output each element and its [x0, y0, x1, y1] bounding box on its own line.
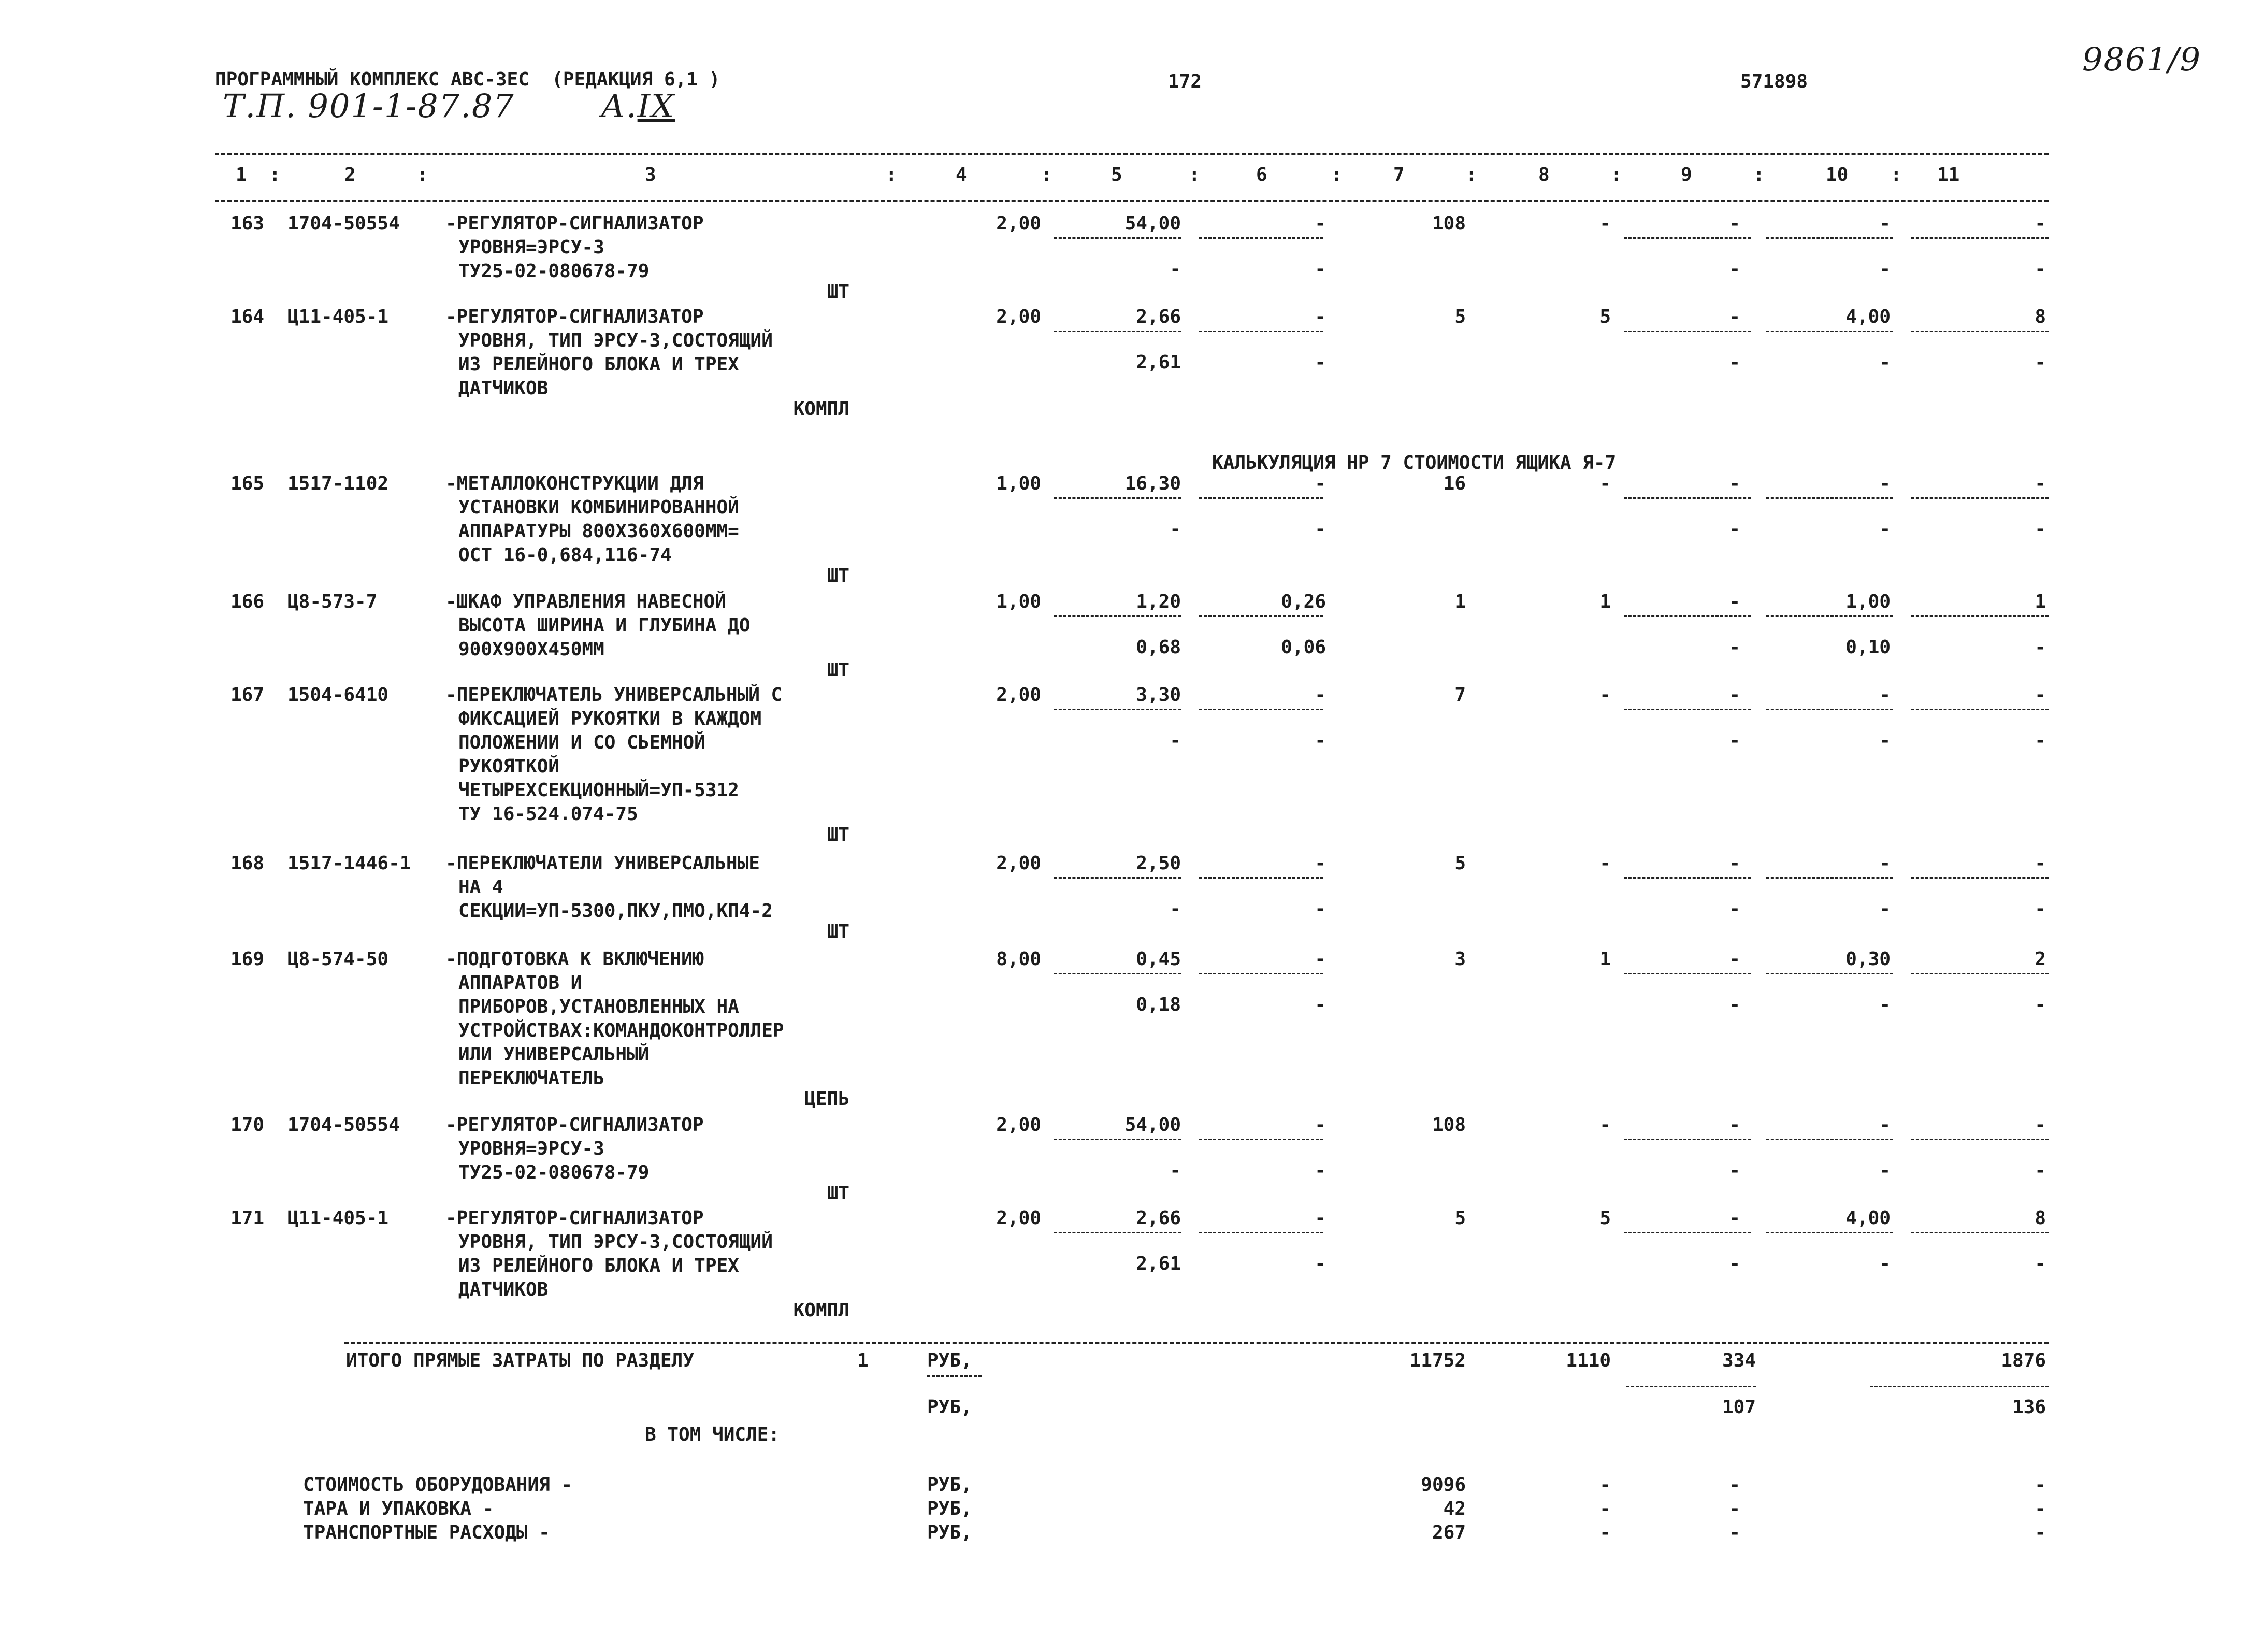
row-value-rule — [1911, 973, 2049, 974]
row-description-line: -РЕГУЛЯТОР-СИГНАЛИЗАТОР — [445, 306, 704, 327]
row-col8: - — [1599, 1114, 1611, 1136]
breakdown-unit: РУБ, — [927, 1522, 972, 1543]
row-value-rule — [1054, 1232, 1181, 1233]
row-value-rule — [1054, 237, 1181, 239]
row-col8: - — [1599, 684, 1611, 706]
program-header: ПРОГРАММНЫЙ КОМПЛЕКС АВС-3ЕС (РЕДАКЦИЯ 6,1 ) — [215, 69, 720, 90]
breakdown-col11: - — [2035, 1522, 2046, 1543]
totals-col11: 1876 — [2001, 1350, 2046, 1371]
row-col7: 16 — [1443, 473, 1466, 494]
row-description-line: -ПОДГОТОВКА К ВКЛЮЧЕНИЮ — [445, 949, 704, 970]
row-value-rule — [1766, 331, 1893, 332]
row-col8: 5 — [1599, 306, 1611, 327]
breakdown-col7: 267 — [1432, 1522, 1466, 1543]
row-col6-b: - — [1315, 352, 1326, 373]
row-col11-b: - — [2035, 994, 2046, 1015]
row-value-rule — [1199, 1232, 1323, 1233]
row-description-line: -МЕТАЛЛОКОНСТРУКЦИИ ДЛЯ — [445, 473, 704, 494]
row-value-rule — [1624, 973, 1751, 974]
row-col11-b: - — [2035, 1160, 2046, 1181]
row-col5: 2,66 — [1136, 1208, 1181, 1229]
row-col9-b: - — [1729, 1253, 1740, 1274]
row-unit: КОМПЛ — [793, 1300, 849, 1321]
row-col6: - — [1315, 213, 1326, 234]
totals-col11-rule — [1870, 1386, 2049, 1387]
row-col6: - — [1315, 684, 1326, 706]
column-separator: : — [1331, 164, 1343, 185]
row-col6-b: - — [1315, 994, 1326, 1015]
row-value-rule — [1054, 497, 1181, 499]
totals-col11-b: 136 — [2012, 1397, 2046, 1418]
row-number: 168 — [230, 853, 265, 874]
row-col10-b: - — [1879, 258, 1891, 280]
row-description-line: УСТРОЙСТВАХ:КОМАНДОКОНТРОЛЛЕР — [458, 1020, 784, 1041]
row-col6: 0,26 — [1281, 591, 1326, 612]
row-col11-b: - — [2035, 352, 2046, 373]
row-col5: 54,00 — [1124, 213, 1181, 234]
row-value-rule — [1911, 615, 2049, 617]
row-col9-b: - — [1729, 898, 1740, 920]
row-quantity: 2,00 — [996, 684, 1041, 706]
row-col8: - — [1599, 853, 1611, 874]
column-number-2: 2 — [344, 164, 356, 185]
row-unit: ЦЕПЬ — [804, 1088, 849, 1110]
row-col9-b: - — [1729, 994, 1740, 1015]
row-col5-b: - — [1170, 519, 1181, 540]
row-col9-b: - — [1729, 637, 1740, 658]
breakdown-col9: - — [1729, 1474, 1740, 1496]
row-col9: - — [1729, 1114, 1740, 1136]
breakdown-label: ТАРА И УПАКОВКА - — [303, 1498, 494, 1519]
totals-col9-b: 107 — [1722, 1397, 1756, 1418]
row-col11-b: - — [2035, 258, 2046, 280]
row-value-rule — [1766, 497, 1893, 499]
row-value-rule — [1054, 877, 1181, 879]
row-description-line: ОСТ 16-0,684,116-74 — [458, 544, 672, 566]
row-col7: 5 — [1454, 1208, 1466, 1229]
row-col5-b: - — [1170, 730, 1181, 751]
row-value-rule — [1199, 1139, 1323, 1140]
album-roman: IX — [637, 87, 675, 125]
row-quantity: 2,00 — [996, 1208, 1041, 1229]
row-col11-b: - — [2035, 519, 2046, 540]
row-col10-b: - — [1879, 898, 1891, 920]
row-code: Ц11-405-1 — [287, 306, 389, 327]
row-col9: - — [1729, 1208, 1740, 1229]
row-col10: 0,30 — [1845, 949, 1891, 970]
row-value-rule — [1911, 877, 2049, 879]
breakdown-col7: 9096 — [1421, 1474, 1466, 1496]
row-col8: 1 — [1599, 591, 1611, 612]
row-col10: - — [1879, 684, 1891, 706]
totals-col9-rule — [1626, 1386, 1756, 1387]
row-number: 166 — [230, 591, 265, 612]
row-value-rule — [1054, 331, 1181, 332]
row-number: 164 — [230, 306, 265, 327]
row-col10-b: - — [1879, 519, 1891, 540]
album-prefix: А. — [601, 87, 638, 125]
row-quantity: 2,00 — [996, 306, 1041, 327]
row-col9: - — [1729, 213, 1740, 234]
row-value-rule — [1911, 709, 2049, 710]
section-note: КАЛЬКУЛЯЦИЯ НР 7 СТОИМОСТИ ЯЩИКА Я-7 — [1212, 452, 1617, 473]
row-col9: - — [1729, 684, 1740, 706]
row-col6-b: - — [1315, 1160, 1326, 1181]
row-description-line: ИЗ РЕЛЕЙНОГО БЛОКА И ТРЕХ — [458, 1255, 739, 1276]
row-unit: ШТ — [827, 824, 849, 845]
row-description-line: ИЗ РЕЛЕЙНОГО БЛОКА И ТРЕХ — [458, 354, 739, 375]
row-col10-b: - — [1879, 1160, 1891, 1181]
top-rule — [215, 153, 2049, 155]
row-value-rule — [1199, 709, 1323, 710]
row-value-rule — [1624, 615, 1751, 617]
row-col6-b: - — [1315, 1253, 1326, 1274]
row-number: 163 — [230, 213, 265, 234]
row-col9-b: - — [1729, 352, 1740, 373]
row-col8: - — [1599, 213, 1611, 234]
row-value-rule — [1766, 1232, 1893, 1233]
row-col5-b: - — [1170, 1160, 1181, 1181]
row-col6-b: 0,06 — [1281, 637, 1326, 658]
row-col10-b: 0,10 — [1845, 637, 1891, 658]
breakdown-unit: РУБ, — [927, 1474, 972, 1496]
totals-label: ИТОГО ПРЯМЫЕ ЗАТРАТЫ ПО РАЗДЕЛУ — [346, 1350, 694, 1371]
row-col6-b: - — [1315, 519, 1326, 540]
row-value-rule — [1766, 877, 1893, 879]
totals-unit-2: РУБ, — [927, 1397, 972, 1418]
handwritten-album — [601, 88, 675, 124]
breakdown-col7: 42 — [1443, 1498, 1466, 1519]
row-quantity: 2,00 — [996, 1114, 1041, 1136]
column-separator: : — [1466, 164, 1477, 185]
breakdown-unit: РУБ, — [927, 1498, 972, 1519]
row-description-line: ПЕРЕКЛЮЧАТЕЛЬ — [458, 1068, 604, 1089]
row-col6: - — [1315, 949, 1326, 970]
breakdown-label: ТРАНСПОРТНЫЕ РАСХОДЫ - — [303, 1522, 550, 1543]
totals-col7: 11752 — [1409, 1350, 1466, 1371]
row-unit: КОМПЛ — [793, 398, 849, 420]
row-value-rule — [1624, 497, 1751, 499]
row-quantity: 1,00 — [996, 591, 1041, 612]
row-col10-b: - — [1879, 730, 1891, 751]
row-col7: 3 — [1454, 949, 1466, 970]
row-code: 1517-1446-1 — [287, 853, 411, 874]
column-separator: : — [1891, 164, 1902, 185]
breakdown-col9: - — [1729, 1522, 1740, 1543]
row-description-line: ИЛИ УНИВЕРСАЛЬНЫЙ — [458, 1044, 650, 1065]
row-col7: 5 — [1454, 853, 1466, 874]
row-description-line: АППАРАТУРЫ 800Х360Х600ММ= — [458, 521, 739, 542]
row-col11: - — [2035, 684, 2046, 706]
row-col11-b: - — [2035, 730, 2046, 751]
row-description-line: УРОВНЯ, ТИП ЭРСУ-3,СОСТОЯЩИЙ — [458, 330, 773, 351]
row-description-line: ТУ 16-524.074-75 — [458, 803, 638, 825]
row-col6: - — [1315, 306, 1326, 327]
row-col9: - — [1729, 949, 1740, 970]
totals-col8: 1110 — [1566, 1350, 1611, 1371]
row-description-line: 900Х900Х450ММ — [458, 639, 604, 660]
row-description-line: ДАТЧИКОВ — [458, 1279, 549, 1300]
row-number: 170 — [230, 1114, 265, 1136]
row-description-line: -РЕГУЛЯТОР-СИГНАЛИЗАТОР — [445, 1208, 704, 1229]
row-number: 165 — [230, 473, 265, 494]
row-col11: 8 — [2035, 1208, 2046, 1229]
handwritten-tp-number: Т.П. 901-1-87.87 — [223, 87, 515, 125]
row-col10: 4,00 — [1845, 306, 1891, 327]
row-description-line: УРОВНЯ=ЭРСУ-3 — [458, 1138, 604, 1159]
row-description-line: ПОЛОЖЕНИИ И СО СЬЕМНОЙ — [458, 732, 705, 753]
page-number: 172 — [1168, 71, 1202, 92]
row-value-rule — [1911, 1232, 2049, 1233]
row-description-line: АППАРАТОВ И — [458, 972, 582, 994]
row-col10-b: - — [1879, 994, 1891, 1015]
row-code: Ц8-574-50 — [287, 949, 389, 970]
row-col8: 1 — [1599, 949, 1611, 970]
column-number-3: 3 — [645, 164, 656, 185]
breakdown-col8: - — [1599, 1474, 1611, 1496]
row-col10: - — [1879, 853, 1891, 874]
row-col9: - — [1729, 306, 1740, 327]
row-description-line: -ШКАФ УПРАВЛЕНИЯ НАВЕСНОЙ — [445, 591, 726, 612]
row-col6: - — [1315, 473, 1326, 494]
row-col10: - — [1879, 1114, 1891, 1136]
row-value-rule — [1624, 237, 1751, 239]
row-col7: 108 — [1432, 1114, 1466, 1136]
row-value-rule — [1766, 973, 1893, 974]
row-value-rule — [1624, 877, 1751, 879]
row-description-line: УРОВНЯ, ТИП ЭРСУ-3,СОСТОЯЩИЙ — [458, 1231, 773, 1253]
row-unit: ШТ — [827, 659, 849, 681]
row-code: 1704-50554 — [287, 213, 400, 234]
row-col11-b: - — [2035, 898, 2046, 920]
row-description-line: -ПЕРЕКЛЮЧАТЕЛЬ УНИВЕРСАЛЬНЫЙ С — [445, 684, 783, 706]
row-col8: 5 — [1599, 1208, 1611, 1229]
row-col9-b: - — [1729, 258, 1740, 280]
column-number-5: 5 — [1111, 164, 1122, 185]
row-col11-b: - — [2035, 1253, 2046, 1274]
including-label: В ТОМ ЧИСЛЕ: — [645, 1424, 780, 1445]
row-value-rule — [1911, 331, 2049, 332]
row-col11: - — [2035, 1114, 2046, 1136]
breakdown-col11: - — [2035, 1498, 2046, 1519]
row-value-rule — [1911, 1139, 2049, 1140]
breakdown-label: СТОИМОСТЬ ОБОРУДОВАНИЯ - — [303, 1474, 573, 1496]
row-col10: 1,00 — [1845, 591, 1891, 612]
row-col5-b: 2,61 — [1136, 1253, 1181, 1274]
row-col6: - — [1315, 1114, 1326, 1136]
row-col8: - — [1599, 473, 1611, 494]
row-value-rule — [1766, 237, 1893, 239]
column-separator: : — [886, 164, 897, 185]
row-col5: 54,00 — [1124, 1114, 1181, 1136]
row-col6-b: - — [1315, 730, 1326, 751]
row-col11: - — [2035, 853, 2046, 874]
document-code: 571898 — [1740, 71, 1808, 92]
row-value-rule — [1624, 1232, 1751, 1233]
row-col9-b: - — [1729, 730, 1740, 751]
totals-col9: 334 — [1722, 1350, 1756, 1371]
row-value-rule — [1911, 237, 2049, 239]
row-col6-b: - — [1315, 258, 1326, 280]
row-value-rule — [1624, 1139, 1751, 1140]
row-col7: 5 — [1454, 306, 1466, 327]
column-separator: : — [1753, 164, 1765, 185]
row-quantity: 8,00 — [996, 949, 1041, 970]
row-number: 167 — [230, 684, 265, 706]
row-value-rule — [1199, 615, 1323, 617]
row-col6: - — [1315, 853, 1326, 874]
totals-section: 1 — [857, 1350, 869, 1371]
column-separator: : — [1041, 164, 1052, 185]
row-code: 1517-1102 — [287, 473, 389, 494]
row-description-line: -РЕГУЛЯТОР-СИГНАЛИЗАТОР — [445, 213, 704, 234]
breakdown-col8: - — [1599, 1498, 1611, 1519]
row-code: 1504-6410 — [287, 684, 389, 706]
column-number-9: 9 — [1681, 164, 1692, 185]
row-col9-b: - — [1729, 1160, 1740, 1181]
row-value-rule — [1766, 1139, 1893, 1140]
row-description-line: ДАТЧИКОВ — [458, 378, 549, 399]
row-col10: 4,00 — [1845, 1208, 1891, 1229]
row-col5: 16,30 — [1124, 473, 1181, 494]
row-col5-b: 0,68 — [1136, 637, 1181, 658]
handwritten-corner-number: 9861/9 — [2082, 40, 2202, 78]
row-description-line: -ПЕРЕКЛЮЧАТЕЛИ УНИВЕРСАЛЬНЫЕ — [445, 853, 760, 874]
row-col5: 2,50 — [1136, 853, 1181, 874]
row-value-rule — [1054, 1139, 1181, 1140]
row-col11: 2 — [2035, 949, 2046, 970]
row-value-rule — [1054, 615, 1181, 617]
row-col10: - — [1879, 213, 1891, 234]
row-value-rule — [1054, 709, 1181, 710]
row-col11-b: - — [2035, 637, 2046, 658]
row-col11: 8 — [2035, 306, 2046, 327]
row-col9: - — [1729, 591, 1740, 612]
header-bottom-rule — [215, 200, 2049, 202]
row-col10-b: - — [1879, 1253, 1891, 1274]
row-value-rule — [1911, 497, 2049, 499]
row-number: 169 — [230, 949, 265, 970]
row-code: Ц8-573-7 — [287, 591, 378, 612]
row-col6-b: - — [1315, 898, 1326, 920]
row-unit: ШТ — [827, 1183, 849, 1204]
row-description-line: УСТАНОВКИ КОМБИНИРОВАННОЙ — [458, 497, 739, 518]
row-description-line: ЧЕТЫРЕХСЕКЦИОННЫЙ=УП-5312 — [458, 780, 739, 801]
row-number: 171 — [230, 1208, 265, 1229]
row-value-rule — [1054, 973, 1181, 974]
row-col11: - — [2035, 473, 2046, 494]
breakdown-col9: - — [1729, 1498, 1740, 1519]
row-col5-b: - — [1170, 898, 1181, 920]
totals-unit: РУБ, — [927, 1350, 972, 1371]
column-number-6: 6 — [1256, 164, 1267, 185]
row-col9: - — [1729, 473, 1740, 494]
row-quantity: 2,00 — [996, 213, 1041, 234]
column-separator: : — [269, 164, 281, 185]
row-col7: 7 — [1454, 684, 1466, 706]
row-col5: 2,66 — [1136, 306, 1181, 327]
row-value-rule — [1624, 331, 1751, 332]
row-value-rule — [1199, 237, 1323, 239]
column-number-10: 10 — [1826, 164, 1849, 185]
row-col6: - — [1315, 1208, 1326, 1229]
row-description-line: ТУ25-02-080678-79 — [458, 261, 650, 282]
row-value-rule — [1766, 615, 1893, 617]
row-col7: 108 — [1432, 213, 1466, 234]
column-number-4: 4 — [956, 164, 967, 185]
row-col10-b: - — [1879, 352, 1891, 373]
row-description-line: НА 4 — [458, 877, 503, 898]
row-description-line: УРОВНЯ=ЭРСУ-3 — [458, 237, 604, 258]
row-description-line: ПРИБОРОВ,УСТАНОВЛЕННЫХ НА — [458, 996, 739, 1017]
breakdown-col8: - — [1599, 1522, 1611, 1543]
column-separator: : — [1611, 164, 1622, 185]
totals-rule — [344, 1342, 2049, 1344]
row-col5: 1,20 — [1136, 591, 1181, 612]
column-number-8: 8 — [1538, 164, 1550, 185]
row-description-line: ВЫСОТА ШИРИНА И ГЛУБИНА ДО — [458, 615, 751, 636]
row-col10: - — [1879, 473, 1891, 494]
row-col5: 0,45 — [1136, 949, 1181, 970]
row-quantity: 2,00 — [996, 853, 1041, 874]
breakdown-col11: - — [2035, 1474, 2046, 1496]
row-value-rule — [1199, 973, 1323, 974]
column-number-11: 11 — [1937, 164, 1960, 185]
column-number-1: 1 — [236, 164, 247, 185]
row-col9-b: - — [1729, 519, 1740, 540]
row-value-rule — [1199, 331, 1323, 332]
row-col7: 1 — [1454, 591, 1466, 612]
row-description-line: ТУ25-02-080678-79 — [458, 1162, 650, 1183]
row-description-line: ФИКСАЦИЕЙ РУКОЯТКИ В КАЖДОМ — [458, 708, 762, 729]
row-description-line: РУКОЯТКОЙ — [458, 756, 560, 777]
row-col11: - — [2035, 213, 2046, 234]
row-col11: 1 — [2035, 591, 2046, 612]
row-unit: ШТ — [827, 921, 849, 942]
row-col9: - — [1729, 853, 1740, 874]
row-description-line: -РЕГУЛЯТОР-СИГНАЛИЗАТОР — [445, 1114, 704, 1136]
totals-unit-rule — [927, 1375, 982, 1377]
row-col5: 3,30 — [1136, 684, 1181, 706]
row-col5-b: 2,61 — [1136, 352, 1181, 373]
row-quantity: 1,00 — [996, 473, 1041, 494]
row-value-rule — [1766, 709, 1893, 710]
row-value-rule — [1624, 709, 1751, 710]
row-value-rule — [1199, 497, 1323, 499]
column-number-7: 7 — [1393, 164, 1405, 185]
row-col5-b: 0,18 — [1136, 994, 1181, 1015]
row-description-line: СЕКЦИИ=УП-5300,ПКУ,ПМО,КП4-2 — [458, 900, 773, 922]
column-separator: : — [1189, 164, 1200, 185]
row-code: Ц11-405-1 — [287, 1208, 389, 1229]
row-col5-b: - — [1170, 258, 1181, 280]
column-separator: : — [417, 164, 428, 185]
row-code: 1704-50554 — [287, 1114, 400, 1136]
row-value-rule — [1199, 877, 1323, 879]
row-unit: ШТ — [827, 281, 849, 303]
row-unit: ШТ — [827, 565, 849, 586]
